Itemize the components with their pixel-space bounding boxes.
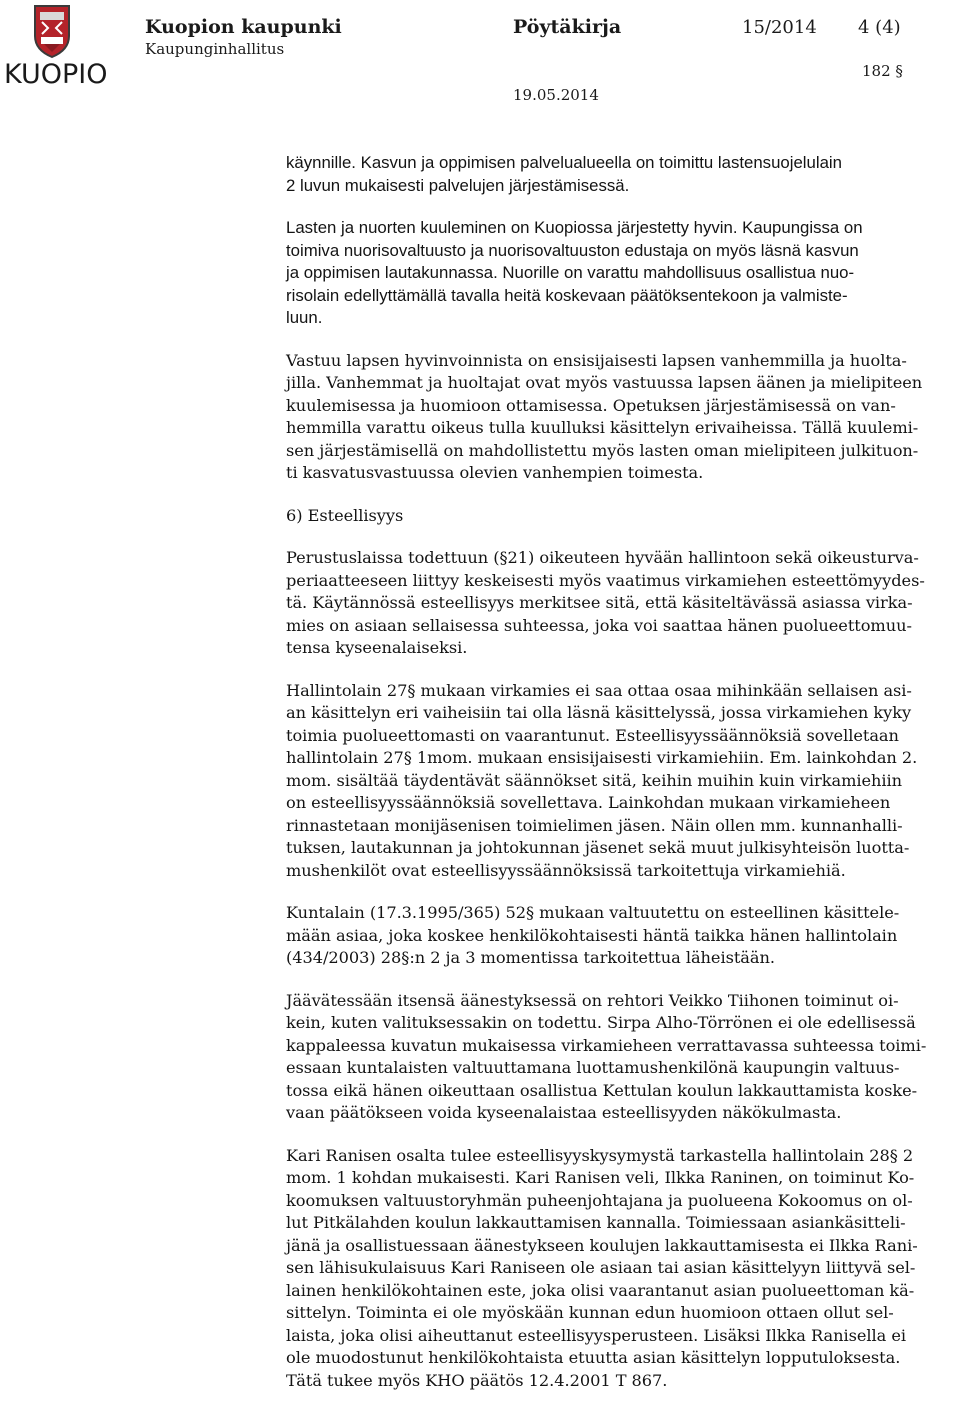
paragraph: käynnille. Kasvun ja oppimisen palvelualueella on toimittu lastensuojelulain 2 luvun mukaisesti palvelujen järjestämisessä. bbox=[286, 153, 842, 195]
paragraph: Perustuslaissa todettuun (§21) oikeuteen hyvään hallintoon sekä oikeusturva- periaatteeseen liittyy keskeisesti myös vaatimus virkamiehen esteettömyydes- tä. Käytännössä esteellisyys merkitsee sitä, että käsiteltävässä asiassa virka- mies on asiaan sellaisessa suhteessa, joka voi saattaa hänen puolueettomuu- tensa kyseenalaiseksi. bbox=[286, 548, 925, 657]
paragraph: Jäävätessään itsensä äänestyksessä on rehtori Veikko Tiihonen toiminut oi- kein, kuten valituksessakin on todettu. Sirpa Alho-Törrönen ei ole edellisessä kappaleessa kuvatun mukaisessa virkamieheen verrattavassa suhteessa toimi- essaan kuntalaisten valtuuttamana luottamushenkilönä kaupungin valtuus- tossa eikä hänen oikeuttaan osallistua Kettulan koulun lakkauttamista koske- vaan päätökseen voida kyseenalaistaa esteellisyyden näkökulmasta. bbox=[286, 990, 927, 1122]
document-body bbox=[286, 152, 960, 1412]
document-number: 15/2014 bbox=[742, 17, 817, 38]
paragraph: Kuntalain (17.3.1995/365) 52§ mukaan valtuutettu on esteellinen käsittele- mään asiaa, joka koskee henkilökohtaisesti häntä taikka hänen hallintolain (434/2003) 28§:n 2 ja 3 momentissa tarkoitettua läheistään. bbox=[286, 903, 900, 967]
paragraph: Kari Ranisen osalta tulee esteellisyyskysymystä tarkastella hallintolain 28§ 2 mom. 1 kohdan mukaisesti. Kari Ranisen veli, Ilkka Raninen, on toiminut Ko- koomuksen valtuustoryhmän puheenjohtajana ja puolueena Kokoomus on ol- lut Pitkälahden koulun lakkauttamisen kannalla. Toimiessaan asiankäsitteli- jänä ja osallistuessaan äänestykseen koulujen lakkauttamisesta ei Ilkka Rani- sen lähisukulaisuus Kari Raniseen ole asiaan tai asian käsittelyyn liittyvä sel- lainen henkilökohtainen este, joka olisi vaarantanut asian puolueettoman kä- sittelyn. Toiminta ei ole myöskään kunnan edun huomioon ottaen ollut sel- laista, joka olisi aiheuttanut esteellisyysperusteen. Lisäksi Ilkka Ranisella ei ole muodostunut henkilökohtaista etuutta asian käsittelyn lopputuloksesta. Tätä tukee myös KHO päätös 12.4.2001 T 867. bbox=[286, 1145, 918, 1390]
page-number: 4 (4) bbox=[858, 17, 901, 38]
document-type: Pöytäkirja bbox=[513, 16, 622, 38]
paragraph: Hallintolain 27§ mukaan virkamies ei saa ottaa osaa mihinkään sellaisen asi- an käsittelyn eri vaiheisiin tai olla läsnä käsittelyssä, jossa virkamiehen kyky toimia puolueettomasti on vaarantunut. Esteellisyyssäännöksiä sovelletaan hallintolain 27§ 1mom. mukaan ensisijaisesti virkamiehiin. Em. lainkohdan 2. mom. sisältää täydentävät säännökset sitä, keihin muihin kuin virkamiehiin on esteellisyyssäännöksiä sovellettava. Lainkohdan mukaan virkamieheen rinnastetaan monijäsenisen toimielimen jäsen. Näin ollen mm. kunnanhalli- tuksen, lautakunnan ja johtokunnan jäsenet sekä muut julkisyhteisön luotta- mushenkilöt ovat esteellisyyssäännöksissä tarkoitettuja virkamiehiä. bbox=[286, 680, 918, 880]
coat-of-arms-icon bbox=[4, 2, 100, 62]
section-number: 182 § bbox=[862, 62, 903, 80]
meeting-date: 19.05.2014 bbox=[513, 86, 599, 104]
section-heading: 6) Esteellisyys bbox=[286, 505, 404, 525]
unit-name: Kaupunginhallitus bbox=[145, 40, 285, 58]
kuopio-logo bbox=[4, 2, 108, 94]
logo-text: KUOPIO bbox=[4, 59, 108, 90]
organization-name: Kuopion kaupunki bbox=[145, 16, 342, 38]
paragraph: Vastuu lapsen hyvinvoinnista on ensisijaisesti lapsen vanhemmilla ja huolta- jilla. Vanhemmat ja huoltajat ovat myös vastuussa lapsen äänen ja mielipiteen kuulemisessa ja huomioon ottamisessa. Opetuksen järjestämisessä on van- hemmilla varattu oikeus tulla kuulluksi käsittelyn erivaiheissa. Tällä kuulemi- sen järjestämisellä on mahdollistettu myös lasten oman mielipiteen julkituon- ti kasvatusvastuussa olevien vanhempien toimesta. bbox=[286, 350, 923, 482]
paragraph: Lasten ja nuorten kuuleminen on Kuopiossa järjestetty hyvin. Kaupungissa on toimiva nuorisovaltuusto ja nuorisovaltuuston edustaja on myös läsnä kasvun ja oppimisen lautakunnassa. Nuorille on varattu mahdollisuus osallistua nuo- risolain edellyttämällä tavalla heitä koskevaan päätöksentekoon ja valmiste- luun. bbox=[286, 218, 863, 327]
